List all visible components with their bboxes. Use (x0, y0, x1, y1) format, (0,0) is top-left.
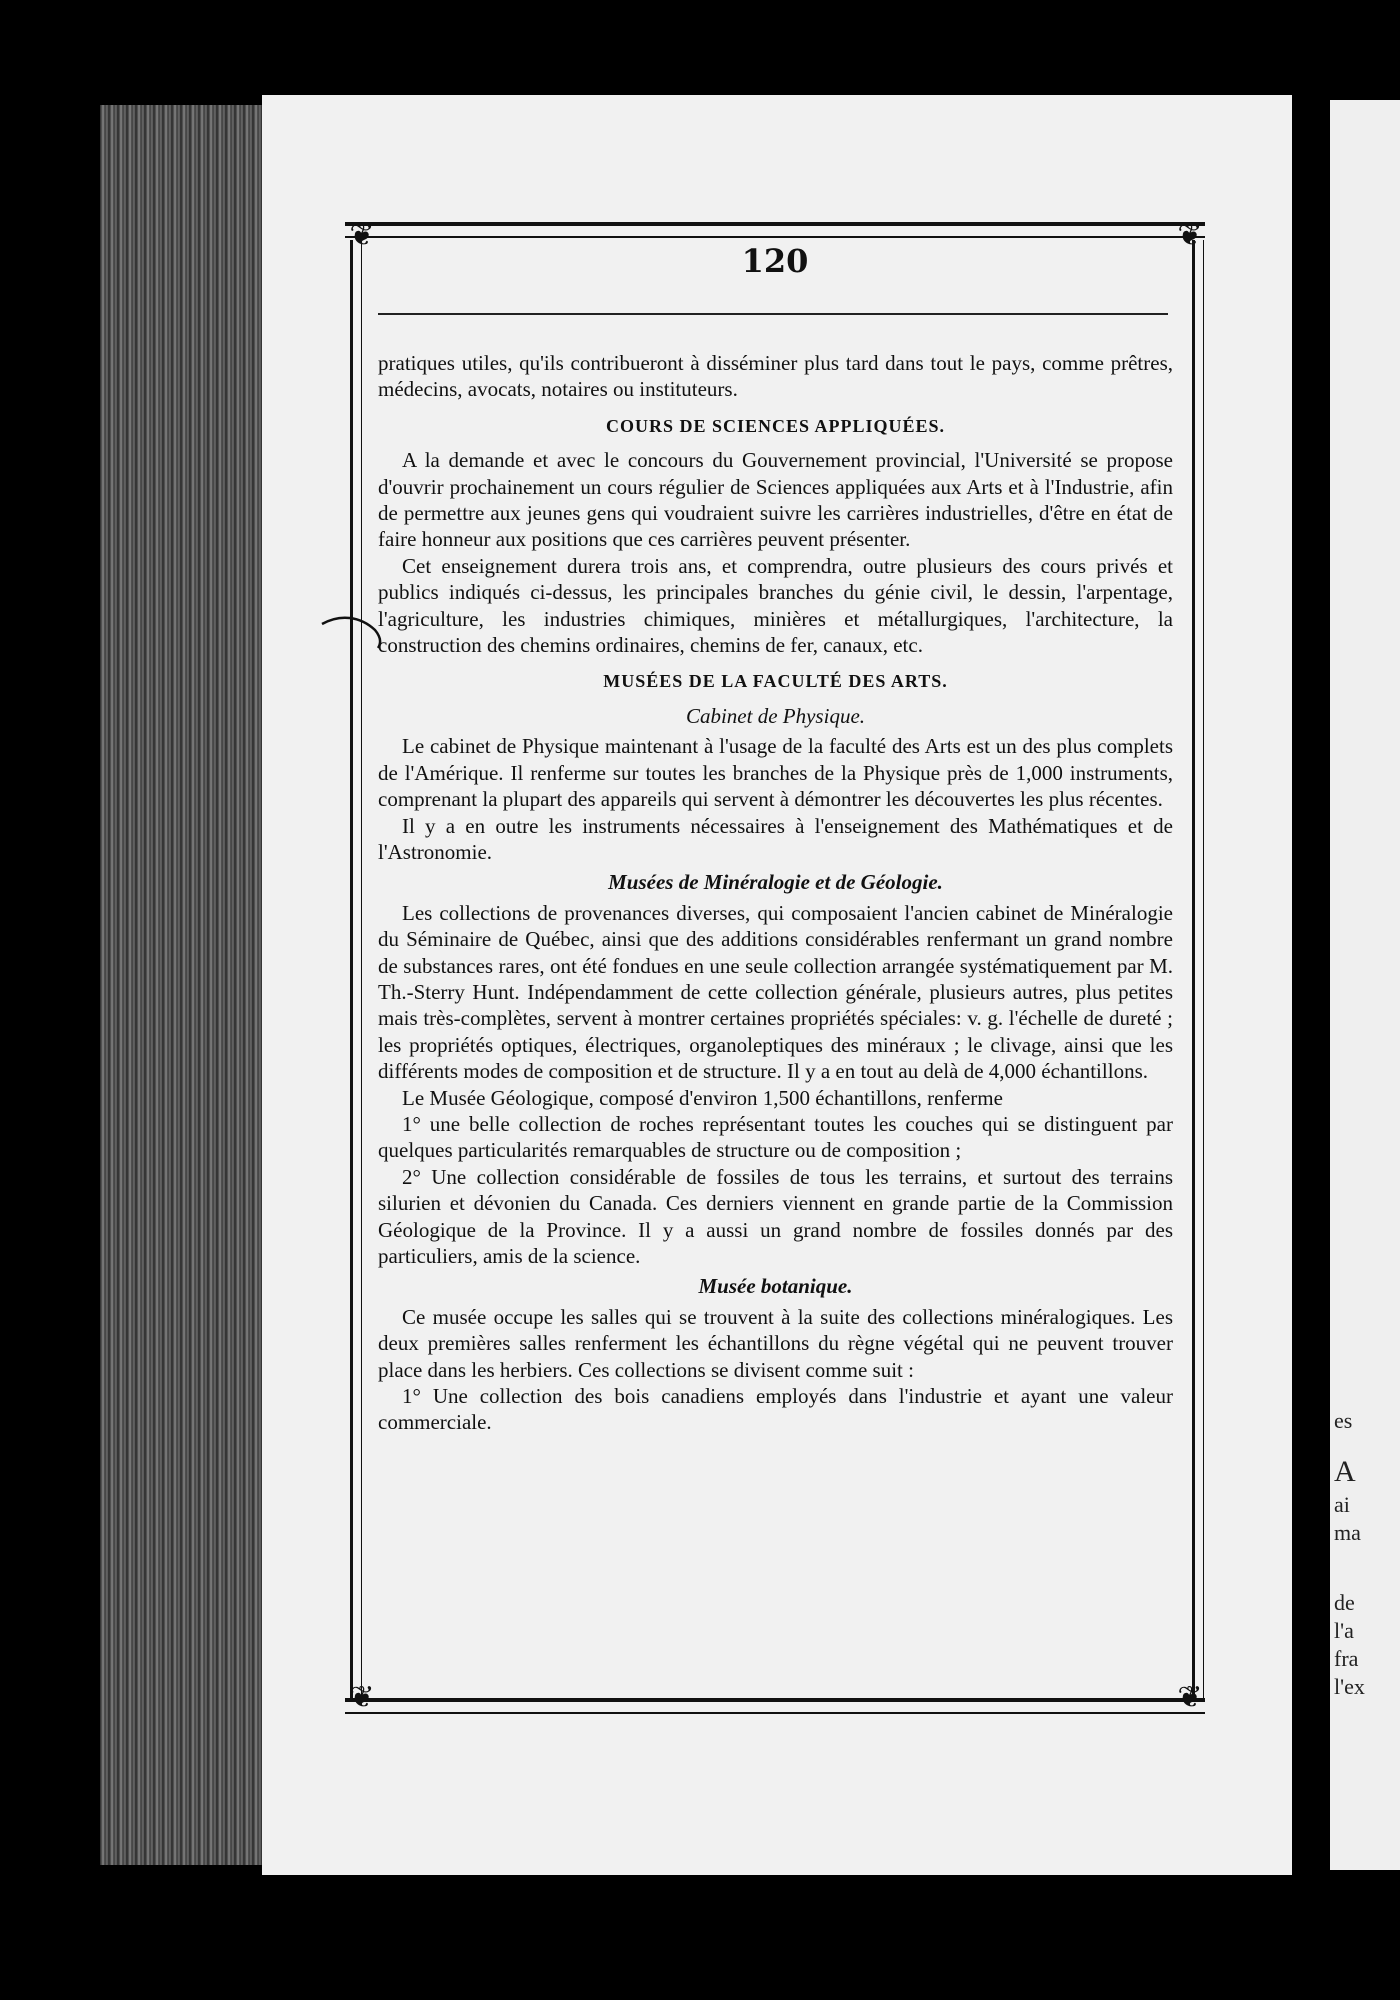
corner-ornament-icon: ❦ (1177, 218, 1203, 253)
paragraph: A la demande et avec le concours du Gouvernement provincial, l'Université se propose d'ouvrir prochainement un cours régulier de Sciences appliquées aux Arts et à l'Industrie, afin de permettre aux jeunes gens qui voudraient suivre les carrières industrielles, d'être en état de faire honneur aux positions que ces carrières peuvent présenter. (378, 448, 1173, 552)
facing-page-strip (1330, 100, 1400, 1870)
facing-page-fragment: l'a (1334, 1618, 1354, 1643)
frame-left-rule (350, 240, 362, 1700)
corner-ornament-icon: ❦ (349, 1680, 375, 1715)
facing-page-fragment: l'ex (1334, 1674, 1365, 1699)
frame-top-rule (345, 222, 1205, 238)
paragraph: 2° Une collection considérable de fossiles de tous les terrains, et surtout des terrains silurien et dévonien du Canada. Ces derniers viennent en grande partie de la Commission Géologique de la Province. Il y a aussi un grand nombre de fossiles donnés par des particuliers, amis de la science. (378, 1164, 1173, 1268)
subheading-botanique: Musée botanique. (698, 1274, 853, 1299)
subheading-physique: Cabinet de Physique. (685, 703, 866, 728)
paragraph: Ce musée occupe les salles qui se trouvent à la suite des collections minéralogiques. Les deux premières salles renferment les échantillons du règne végétal qui ne peuvent trouver place dans les herbiers. Ces collections se divisent comme suit : (378, 1304, 1173, 1382)
facing-page-fragment: es (1334, 1408, 1353, 1433)
frame-right-rule (1192, 240, 1204, 1700)
header-rule (378, 313, 1168, 315)
facing-page-fragment: de (1334, 1590, 1355, 1615)
paragraph: Il y a en outre les instruments nécessaires à l'enseignement des Mathématiques et de l'Astronomie. (378, 813, 1173, 864)
paragraph: Les collections de provenances diverses, qui composaient l'ancien cabinet de Minéralogie du Séminaire de Québec, ainsi que des additions considérables renfermant un grand nombre de substances rares, ont été fondues en une seule collection arrangée systématiquement par M. Th.-Sterry Hunt. Indépendamment de cette collection générale, plusieurs autres, plus petites mais très-complètes, servent à montrer certaines propriétés spéciales: v. g. l'échelle de dureté ; les propriétés optiques, électriques, organoleptiques des minéraux ; le clivage, ainsi que les différents modes de composition et de structure. Il y a en tout au delà de 4,000 échantillons. (378, 900, 1173, 1084)
paragraph: 1° une belle collection de roches représentant toutes les couches qui se distinguent par quelques particularités remarquables de structure ou de composition ; (378, 1111, 1173, 1163)
facing-page-fragment: fra (1334, 1646, 1359, 1671)
paragraph: Le Musée Géologique, composé d'environ 1,500 échantillons, renferme (402, 1085, 1003, 1110)
corner-ornament-icon: ❦ (349, 218, 375, 253)
facing-page-fragment: ma (1334, 1520, 1361, 1545)
page-body (378, 350, 1173, 1436)
subheading-mineralogie: Musées de Minéralogie et de Géologie. (608, 870, 943, 895)
facing-page-fragment: ai (1334, 1492, 1350, 1517)
paragraph: Cet enseignement durera trois ans, et comprendra, outre plusieurs des cours privés et publics indiqués ci-dessus, les principales branches du génie civil, le dessin, l'arpentage, l'agriculture, les industries chimiques, minières et métallurgiques, l'architecture, la construction des chemins ordinaires, chemins de fer, canaux, etc. (378, 553, 1173, 658)
book-page-edges (100, 105, 265, 1865)
section-heading-cours: COURS DE SCIENCES APPLIQUÉES. (605, 415, 946, 436)
page-number: 120 (741, 242, 809, 280)
facing-page-fragment: A (1334, 1455, 1356, 1488)
frame-bottom-rule (345, 1698, 1205, 1714)
paragraph: 1° Une collection des bois canadiens employés dans l'industrie et ayant une valeur commerciale. (378, 1384, 1173, 1435)
corner-ornament-icon: ❦ (1177, 1680, 1203, 1715)
paragraph: Le cabinet de Physique maintenant à l'usage de la faculté des Arts est un des plus complets de l'Amérique. Il renferme sur toutes les branches de la Physique près de 1,000 instruments, comprenant la plupart des appareils qui servent à démontrer les découvertes les plus récentes. (378, 734, 1173, 812)
intro-paragraph: pratiques utiles, qu'ils contribueront à disséminer plus tard dans tout le pays, comme prêtres, médecins, avocats, notaires ou instituteurs. (378, 351, 1173, 402)
section-heading-musees: MUSÉES DE LA FACULTÉ DES ARTS. (603, 671, 948, 692)
